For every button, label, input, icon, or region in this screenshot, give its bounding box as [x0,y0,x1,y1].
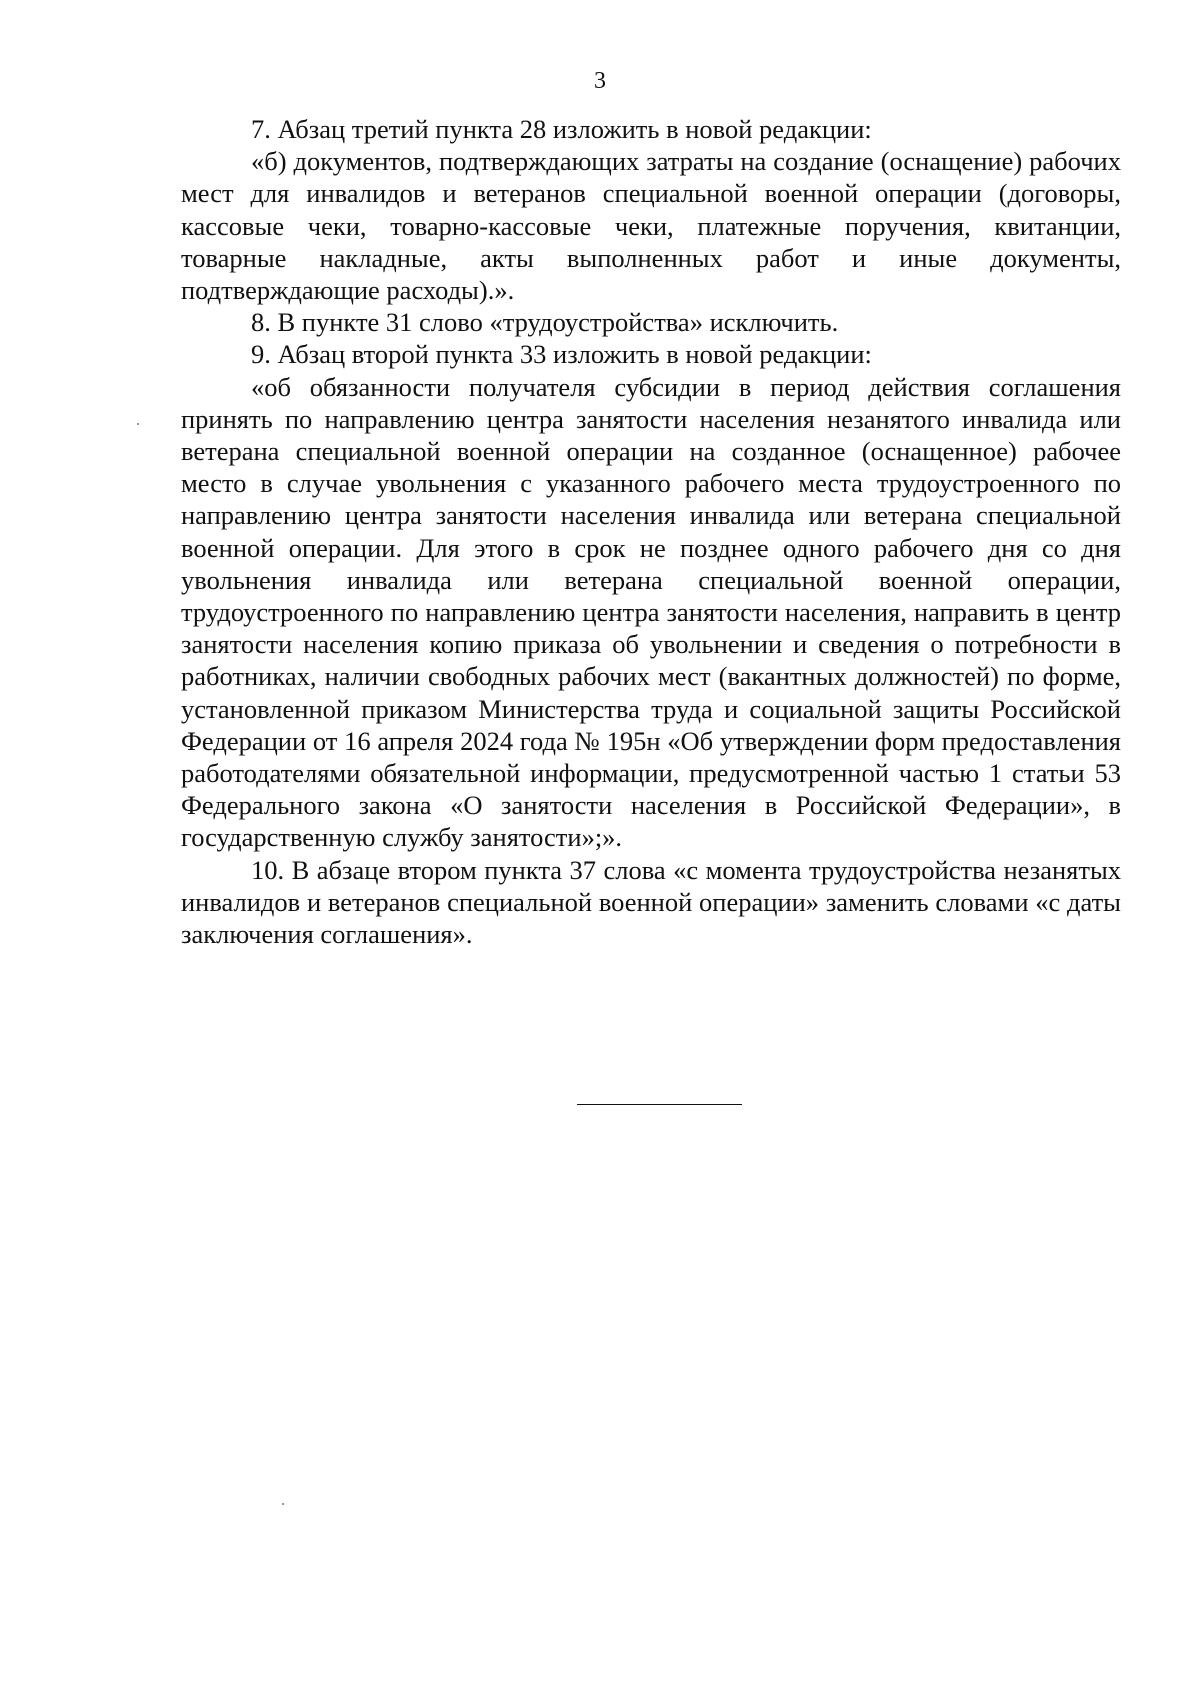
document-body [181,113,1121,950]
paragraph-item-7: 7. Абзац третий пункта 28 изложить в новой редакции: [251,114,872,144]
paragraph-item-9: 9. Абзац второй пункта 33 изложить в новой редакции: [251,339,872,370]
end-of-text-rule [577,1104,742,1105]
scan-speck [137,423,139,425]
scan-speck [282,1503,284,1505]
page-number: 3 [594,68,606,94]
paragraph-item-10: 10. В абзаце втором пункта 37 слова «с момента трудоустройства незанятых инвалидов и ветеранов специальной военной операции» заменить словами «с даты заключения соглашения». [181,854,1121,950]
paragraph-quote-28: «б) документов, подтверждающих затраты на создание (оснащение) рабочих мест для инвалидов и ветеранов специальной военной операции (договоры, кассовые чеки, товарно-кассовые чеки, платежные поручения, квитанции, товарные накладные, акты выполненных работ и иные документы, подтверждающие расходы).». [181,146,1121,306]
paragraph-item-8: 8. В пункте 31 слово «трудоустройства» исключить. [251,307,839,338]
paragraph-quote-33: «об обязанности получателя субсидии в период действия соглашения принять по направлению центра занятости населения незанятого инвалида или ветерана специальной военной операции на созданное (оснащенное) рабочее место в случае увольнения с указанного рабочего места трудоустроенного по направлению центра занятости населения инвалида или ветерана специальной военной операции. Для этого в срок не позднее одного рабочего дня со дня увольнения инвалида или ветерана специальной военной операции, трудоустроенного по направлению центра занятости населения, направить в центр занятости населения копию приказа об увольнении и сведения о потребности в работниках, наличии свободных рабочих мест (вакантных должностей) по форме, установленной приказом Министерства труда и социальной защиты Российской Федерации от 16 апреля 2024 года № 195н «Об утверждении форм предоставления работодателями обязательной информации, предусмотренной частью 1 статьи 53 Федерального закона «О занятости населения в Российской Федерации», в государственную службу занятости»;». [181,371,1121,853]
